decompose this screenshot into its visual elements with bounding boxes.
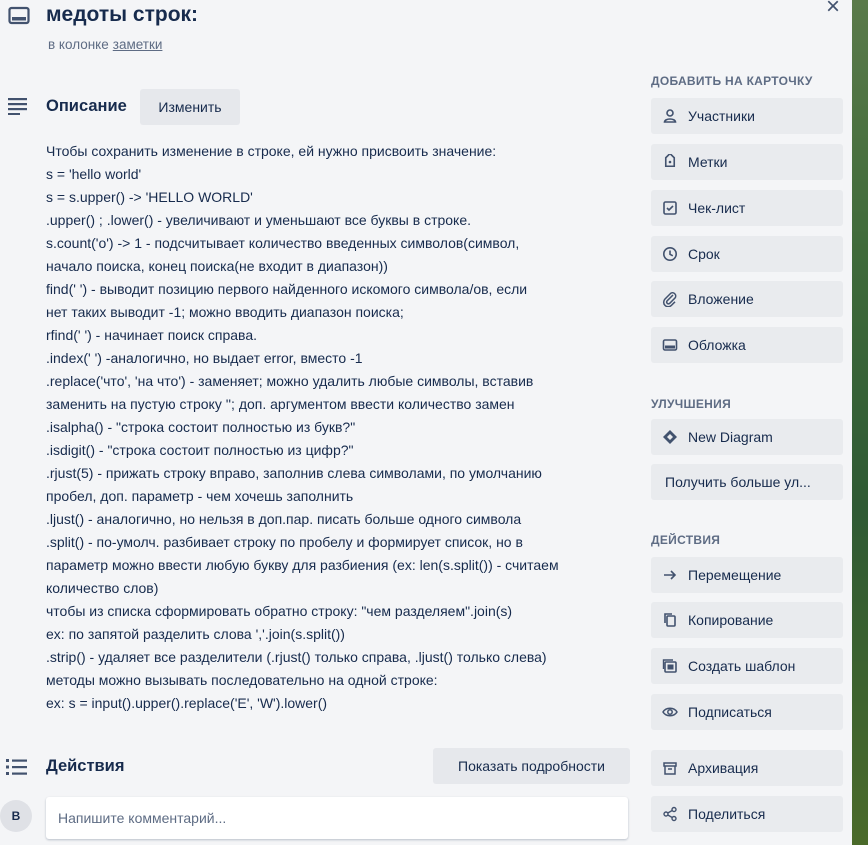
- new-diagram-button[interactable]: [651, 419, 843, 455]
- move-label: Перемещение: [688, 567, 782, 583]
- description-line: rfind(' ') - начинает поиск справа.: [46, 327, 258, 343]
- template-icon: [662, 658, 678, 674]
- add-to-card-heading: ДОБАВИТЬ НА КАРТОЧКУ: [651, 74, 813, 88]
- members-label: Участники: [688, 108, 755, 124]
- watch-button[interactable]: [651, 694, 843, 730]
- get-more-powerups-button[interactable]: [651, 464, 843, 500]
- description-text[interactable]: [46, 140, 646, 715]
- description-line: Чтобы сохранить изменение в строке, ей нужно присвоить значение:: [46, 143, 497, 159]
- description-line: методы можно вызывать последовательно на одной строке:: [46, 672, 438, 688]
- due-date-button[interactable]: [651, 236, 843, 272]
- share-icon: [662, 806, 678, 822]
- copy-button[interactable]: [651, 602, 843, 638]
- attachment-button[interactable]: [651, 281, 843, 317]
- description-line: .rjust(5) - прижать строку вправо, заполнив слева символами, по умолчанию: [46, 465, 542, 481]
- activity-heading: Действия: [46, 757, 125, 775]
- description-line: ex: s = input().upper().replace('E', 'W').lower(): [46, 695, 328, 711]
- description-line: .ljust() - аналогично, но нельзя в доп.пар. писать больше одного символа: [46, 511, 522, 527]
- tag-icon: [662, 154, 678, 170]
- cover-icon: [662, 337, 678, 353]
- description-line: s = s.upper() -> 'HELLO WORLD': [46, 189, 253, 205]
- diagram-icon: [662, 429, 678, 445]
- card-list-info: [48, 37, 162, 52]
- cover-button[interactable]: [651, 327, 843, 363]
- description-heading: Описание: [46, 97, 127, 115]
- list-link[interactable]: заметки: [112, 37, 163, 52]
- description-line: .strip() - удаляет все разделители (.rjust() только справа, .ljust() только слева): [46, 649, 547, 665]
- checklist-button[interactable]: [651, 190, 843, 226]
- clock-icon: [662, 246, 678, 262]
- archive-label: Архивация: [688, 760, 759, 776]
- powerups-heading: УЛУЧШЕНИЯ: [651, 397, 732, 411]
- close-button[interactable]: ×: [825, 0, 840, 20]
- share-label: Поделиться: [688, 806, 766, 822]
- in-list-prefix: в колонке: [48, 37, 109, 52]
- description-line: find(' ') - выводит позицию первого найденного искомого символа/ов, если: [46, 281, 528, 297]
- attachment-label: Вложение: [688, 291, 754, 307]
- checklist-label: Чек-лист: [688, 200, 746, 216]
- description-line: .index(' ') -аналогично, но выдает error, вместо -1: [46, 350, 363, 366]
- description-line: нет таких выводит -1; можно вводить диапазон поиска;: [46, 304, 404, 320]
- description-line: параметр можно ввести любую букву для разбиения (ex: len(s.split()) - считаем: [46, 557, 559, 573]
- due-date-label: Срок: [688, 246, 720, 262]
- checklist-icon: [662, 200, 678, 216]
- description-line: ex: по запятой разделить слова ','.join(s.split()): [46, 626, 345, 642]
- activity-icon: [6, 758, 28, 776]
- paperclip-icon: [662, 291, 678, 307]
- new-diagram-label: New Diagram: [688, 429, 773, 445]
- description-line: .isdigit() - "строка состоит полностью из цифр?": [46, 442, 354, 458]
- description-line: пробел, доп. параметр - чем хочешь заполнить: [46, 488, 354, 504]
- copy-label: Копирование: [688, 612, 774, 628]
- get-more-powerups-label: Получить больше ул...: [665, 474, 811, 490]
- labels-button[interactable]: [651, 144, 843, 180]
- description-line: .isalpha() - "строка состоит полностью из букв?": [46, 419, 356, 435]
- card-icon: [8, 6, 30, 26]
- watch-label: Подписаться: [688, 704, 772, 720]
- actions-heading: ДЕЙСТВИЯ: [651, 533, 721, 547]
- arrow-right-icon: [662, 567, 678, 583]
- make-template-button[interactable]: [651, 648, 843, 684]
- description-line: s = 'hello world': [46, 166, 142, 182]
- description-line: начало поиска, конец поиска(не входит в диапазон)): [46, 258, 388, 274]
- description-line: .split() - по-умолч. разбивает строку по пробелу и формирует список, но в: [46, 534, 523, 550]
- move-button[interactable]: [651, 557, 843, 593]
- copy-icon: [662, 612, 678, 628]
- description-line: чтобы из списка сформировать обратно строку: "чем разделяем".join(s): [46, 603, 513, 619]
- description-line: количество слов): [46, 580, 159, 596]
- eye-icon: [662, 704, 678, 720]
- background-board-strip: [852, 0, 868, 845]
- person-icon: [662, 108, 678, 124]
- labels-label: Метки: [688, 154, 728, 170]
- description-line: .replace('что', 'на что') - заменяет; можно удалить любые символы, вставив: [46, 373, 534, 389]
- share-button[interactable]: [651, 796, 843, 832]
- members-button[interactable]: [651, 98, 843, 134]
- archive-button[interactable]: [651, 750, 843, 786]
- cover-label: Обложка: [688, 337, 746, 353]
- user-avatar[interactable]: В: [0, 800, 32, 832]
- archive-icon: [662, 760, 678, 776]
- comment-input[interactable]: Напишите комментарий...: [46, 797, 628, 839]
- description-icon: [8, 97, 28, 115]
- show-details-button[interactable]: Показать подробности: [433, 748, 630, 784]
- card-title[interactable]: медоты строк:: [46, 3, 199, 26]
- description-line: s.count('o') -> 1 - подсчитывает количество введенных символов(символ,: [46, 235, 520, 251]
- description-line: .upper() ; .lower() - увеличивают и уменьшают все буквы в строке.: [46, 212, 472, 228]
- description-line: заменить на пустую строку ''; доп. аргументом ввести количество замен: [46, 396, 515, 412]
- make-template-label: Создать шаблон: [688, 658, 796, 674]
- edit-description-button[interactable]: Изменить: [140, 89, 240, 125]
